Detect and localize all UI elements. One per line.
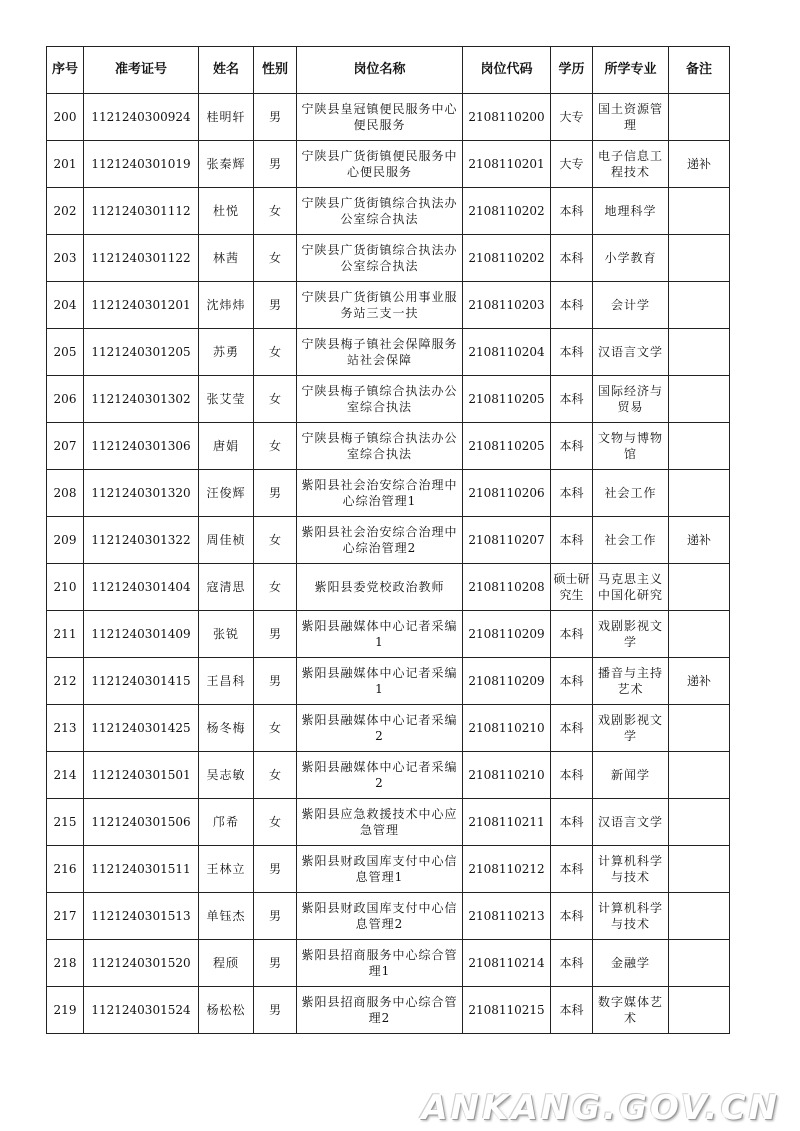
cell-gender: 女 (254, 799, 297, 846)
cell-edu: 本科 (551, 282, 593, 329)
cell-gender: 男 (254, 611, 297, 658)
cell-code: 2108110214 (463, 940, 551, 987)
cell-note (669, 846, 730, 893)
cell-gender: 男 (254, 658, 297, 705)
cell-major: 播音与主持艺术 (593, 658, 669, 705)
cell-code: 2108110203 (463, 282, 551, 329)
cell-post: 宁陕县广货街镇便民服务中心便民服务 (297, 141, 463, 188)
cell-gender: 女 (254, 376, 297, 423)
cell-edu: 本科 (551, 329, 593, 376)
cell-note (669, 940, 730, 987)
cell-major: 数字媒体艺术 (593, 987, 669, 1034)
cell-code: 2108110210 (463, 705, 551, 752)
cell-exam-id: 1121240301404 (84, 564, 199, 611)
cell-edu: 本科 (551, 705, 593, 752)
table-row (47, 846, 730, 893)
cell-major: 电子信息工程技术 (593, 141, 669, 188)
cell-name: 汪俊辉 (199, 470, 254, 517)
cell-exam-id: 1121240301306 (84, 423, 199, 470)
cell-no: 212 (47, 658, 84, 705)
table-row (47, 987, 730, 1034)
cell-note (669, 329, 730, 376)
cell-post: 宁陕县梅子镇综合执法办公室综合执法 (297, 376, 463, 423)
cell-gender: 女 (254, 423, 297, 470)
cell-edu: 大专 (551, 94, 593, 141)
table-row (47, 517, 730, 564)
cell-gender: 男 (254, 940, 297, 987)
cell-major: 文物与博物馆 (593, 423, 669, 470)
cell-note (669, 611, 730, 658)
cell-no: 214 (47, 752, 84, 799)
cell-gender: 男 (254, 470, 297, 517)
table-row (47, 282, 730, 329)
cell-exam-id: 1121240301302 (84, 376, 199, 423)
cell-edu: 本科 (551, 940, 593, 987)
cell-gender: 男 (254, 141, 297, 188)
cell-post: 紫阳县财政国库支付中心信息管理1 (297, 846, 463, 893)
cell-code: 2108110211 (463, 799, 551, 846)
cell-edu: 本科 (551, 611, 593, 658)
cell-no: 207 (47, 423, 84, 470)
cell-exam-id: 1121240301501 (84, 752, 199, 799)
cell-edu: 本科 (551, 376, 593, 423)
cell-major: 计算机科学与技术 (593, 846, 669, 893)
cell-name: 程颀 (199, 940, 254, 987)
cell-exam-id: 1121240301506 (84, 799, 199, 846)
cell-code: 2108110205 (463, 376, 551, 423)
cell-exam-id: 1121240301511 (84, 846, 199, 893)
cell-code: 2108110213 (463, 893, 551, 940)
cell-no: 205 (47, 329, 84, 376)
table-row (47, 235, 730, 282)
cell-name: 王昌科 (199, 658, 254, 705)
cell-gender: 女 (254, 235, 297, 282)
header-exam-id: 准考证号 (84, 47, 199, 94)
cell-note (669, 376, 730, 423)
header-major: 所学专业 (593, 47, 669, 94)
table-row (47, 705, 730, 752)
table-row (47, 658, 730, 705)
table-row (47, 940, 730, 987)
cell-edu: 本科 (551, 752, 593, 799)
cell-code: 2108110200 (463, 94, 551, 141)
cell-note: 递补 (669, 517, 730, 564)
cell-name: 杜悦 (199, 188, 254, 235)
cell-post: 宁陕县梅子镇综合执法办公室综合执法 (297, 423, 463, 470)
cell-note (669, 799, 730, 846)
cell-gender: 男 (254, 94, 297, 141)
cell-name: 张秦辉 (199, 141, 254, 188)
cell-no: 217 (47, 893, 84, 940)
cell-post: 紫阳县财政国库支付中心信息管理2 (297, 893, 463, 940)
cell-code: 2108110201 (463, 141, 551, 188)
cell-major: 社会工作 (593, 470, 669, 517)
cell-note (669, 752, 730, 799)
cell-note (669, 94, 730, 141)
table-row (47, 752, 730, 799)
cell-gender: 女 (254, 517, 297, 564)
cell-code: 2108110210 (463, 752, 551, 799)
cell-gender: 女 (254, 329, 297, 376)
cell-note (669, 188, 730, 235)
cell-no: 203 (47, 235, 84, 282)
cell-no: 211 (47, 611, 84, 658)
cell-note: 递补 (669, 658, 730, 705)
cell-edu: 本科 (551, 799, 593, 846)
cell-no: 209 (47, 517, 84, 564)
cell-gender: 男 (254, 846, 297, 893)
cell-exam-id: 1121240301513 (84, 893, 199, 940)
cell-name: 杨松松 (199, 987, 254, 1034)
cell-no: 204 (47, 282, 84, 329)
cell-post: 紫阳县融媒体中心记者采编1 (297, 658, 463, 705)
cell-post: 紫阳县委党校政治教师 (297, 564, 463, 611)
cell-major: 戏剧影视文学 (593, 705, 669, 752)
cell-code: 2108110209 (463, 658, 551, 705)
header-post: 岗位名称 (297, 47, 463, 94)
table-row (47, 329, 730, 376)
cell-no: 206 (47, 376, 84, 423)
table-row (47, 564, 730, 611)
cell-no: 219 (47, 987, 84, 1034)
cell-name: 周佳桢 (199, 517, 254, 564)
cell-post: 紫阳县社会治安综合治理中心综治管理2 (297, 517, 463, 564)
cell-no: 218 (47, 940, 84, 987)
cell-edu: 本科 (551, 987, 593, 1034)
header-no: 序号 (47, 47, 84, 94)
table-row (47, 611, 730, 658)
header-gender: 性别 (254, 47, 297, 94)
roster-table (46, 46, 730, 1034)
table-row (47, 799, 730, 846)
cell-major: 小学教育 (593, 235, 669, 282)
cell-edu: 大专 (551, 141, 593, 188)
cell-post: 宁陕县广货街镇公用事业服务站三支一扶 (297, 282, 463, 329)
cell-note: 递补 (669, 141, 730, 188)
cell-exam-id: 1121240301320 (84, 470, 199, 517)
cell-major: 金融学 (593, 940, 669, 987)
cell-name: 林茜 (199, 235, 254, 282)
table-row (47, 94, 730, 141)
cell-exam-id: 1121240301322 (84, 517, 199, 564)
cell-name: 唐娟 (199, 423, 254, 470)
cell-name: 寇清思 (199, 564, 254, 611)
cell-code: 2108110204 (463, 329, 551, 376)
cell-no: 208 (47, 470, 84, 517)
cell-exam-id: 1121240301205 (84, 329, 199, 376)
cell-exam-id: 1121240301415 (84, 658, 199, 705)
cell-name: 吴志敏 (199, 752, 254, 799)
header-code: 岗位代码 (463, 47, 551, 94)
table-row (47, 188, 730, 235)
cell-exam-id: 1121240301425 (84, 705, 199, 752)
cell-code: 2108110202 (463, 188, 551, 235)
cell-code: 2108110215 (463, 987, 551, 1034)
cell-post: 宁陕县皇冠镇便民服务中心便民服务 (297, 94, 463, 141)
cell-gender: 女 (254, 705, 297, 752)
cell-post: 宁陕县广货街镇综合执法办公室综合执法 (297, 235, 463, 282)
site-watermark: ANKANG.GOV.CN (421, 1088, 780, 1128)
cell-post: 紫阳县融媒体中心记者采编2 (297, 752, 463, 799)
cell-gender: 女 (254, 752, 297, 799)
cell-name: 杨冬梅 (199, 705, 254, 752)
cell-exam-id: 1121240301409 (84, 611, 199, 658)
table-body (47, 94, 730, 1034)
cell-major: 戏剧影视文学 (593, 611, 669, 658)
cell-note (669, 893, 730, 940)
cell-code: 2108110207 (463, 517, 551, 564)
cell-name: 苏勇 (199, 329, 254, 376)
cell-exam-id: 1121240301019 (84, 141, 199, 188)
cell-exam-id: 1121240300924 (84, 94, 199, 141)
cell-name: 单钰杰 (199, 893, 254, 940)
cell-no: 201 (47, 141, 84, 188)
cell-name: 张锐 (199, 611, 254, 658)
cell-post: 紫阳县融媒体中心记者采编1 (297, 611, 463, 658)
cell-post: 宁陕县广货街镇综合执法办公室综合执法 (297, 188, 463, 235)
cell-name: 邝希 (199, 799, 254, 846)
cell-no: 200 (47, 94, 84, 141)
cell-name: 张艾莹 (199, 376, 254, 423)
cell-edu: 本科 (551, 517, 593, 564)
cell-note (669, 282, 730, 329)
cell-gender: 女 (254, 564, 297, 611)
cell-major: 国土资源管理 (593, 94, 669, 141)
table-row (47, 470, 730, 517)
cell-note (669, 564, 730, 611)
cell-major: 地理科学 (593, 188, 669, 235)
cell-code: 2108110205 (463, 423, 551, 470)
cell-no: 213 (47, 705, 84, 752)
cell-code: 2108110212 (463, 846, 551, 893)
cell-post: 宁陕县梅子镇社会保障服务站社会保障 (297, 329, 463, 376)
header-name: 姓名 (199, 47, 254, 94)
cell-exam-id: 1121240301520 (84, 940, 199, 987)
cell-exam-id: 1121240301112 (84, 188, 199, 235)
cell-no: 216 (47, 846, 84, 893)
cell-exam-id: 1121240301122 (84, 235, 199, 282)
cell-major: 计算机科学与技术 (593, 893, 669, 940)
cell-post: 紫阳县融媒体中心记者采编2 (297, 705, 463, 752)
cell-edu: 本科 (551, 235, 593, 282)
cell-no: 210 (47, 564, 84, 611)
cell-edu: 硕士研究生 (551, 564, 593, 611)
table-row (47, 376, 730, 423)
table-row (47, 423, 730, 470)
cell-name: 桂明轩 (199, 94, 254, 141)
cell-major: 社会工作 (593, 517, 669, 564)
cell-note (669, 705, 730, 752)
table-row (47, 141, 730, 188)
cell-no: 215 (47, 799, 84, 846)
cell-major: 汉语言文学 (593, 329, 669, 376)
cell-edu: 本科 (551, 846, 593, 893)
cell-major: 马克思主义中国化研究 (593, 564, 669, 611)
cell-major: 国际经济与贸易 (593, 376, 669, 423)
header-edu: 学历 (551, 47, 593, 94)
cell-post: 紫阳县招商服务中心综合管理1 (297, 940, 463, 987)
cell-edu: 本科 (551, 470, 593, 517)
cell-edu: 本科 (551, 188, 593, 235)
cell-gender: 男 (254, 987, 297, 1034)
cell-post: 紫阳县招商服务中心综合管理2 (297, 987, 463, 1034)
cell-major: 会计学 (593, 282, 669, 329)
cell-note (669, 470, 730, 517)
cell-name: 沈炜炜 (199, 282, 254, 329)
cell-exam-id: 1121240301201 (84, 282, 199, 329)
cell-note (669, 987, 730, 1034)
cell-code: 2108110206 (463, 470, 551, 517)
cell-edu: 本科 (551, 893, 593, 940)
cell-gender: 男 (254, 282, 297, 329)
cell-major: 汉语言文学 (593, 799, 669, 846)
cell-code: 2108110209 (463, 611, 551, 658)
cell-edu: 本科 (551, 658, 593, 705)
cell-exam-id: 1121240301524 (84, 987, 199, 1034)
cell-post: 紫阳县应急救援技术中心应急管理 (297, 799, 463, 846)
cell-post: 紫阳县社会治安综合治理中心综治管理1 (297, 470, 463, 517)
cell-note (669, 423, 730, 470)
header-row (47, 47, 730, 94)
cell-gender: 男 (254, 893, 297, 940)
cell-major: 新闻学 (593, 752, 669, 799)
table-row (47, 893, 730, 940)
cell-name: 王林立 (199, 846, 254, 893)
cell-no: 202 (47, 188, 84, 235)
cell-code: 2108110202 (463, 235, 551, 282)
cell-edu: 本科 (551, 423, 593, 470)
header-note: 备注 (669, 47, 730, 94)
cell-gender: 女 (254, 188, 297, 235)
cell-note (669, 235, 730, 282)
cell-code: 2108110208 (463, 564, 551, 611)
